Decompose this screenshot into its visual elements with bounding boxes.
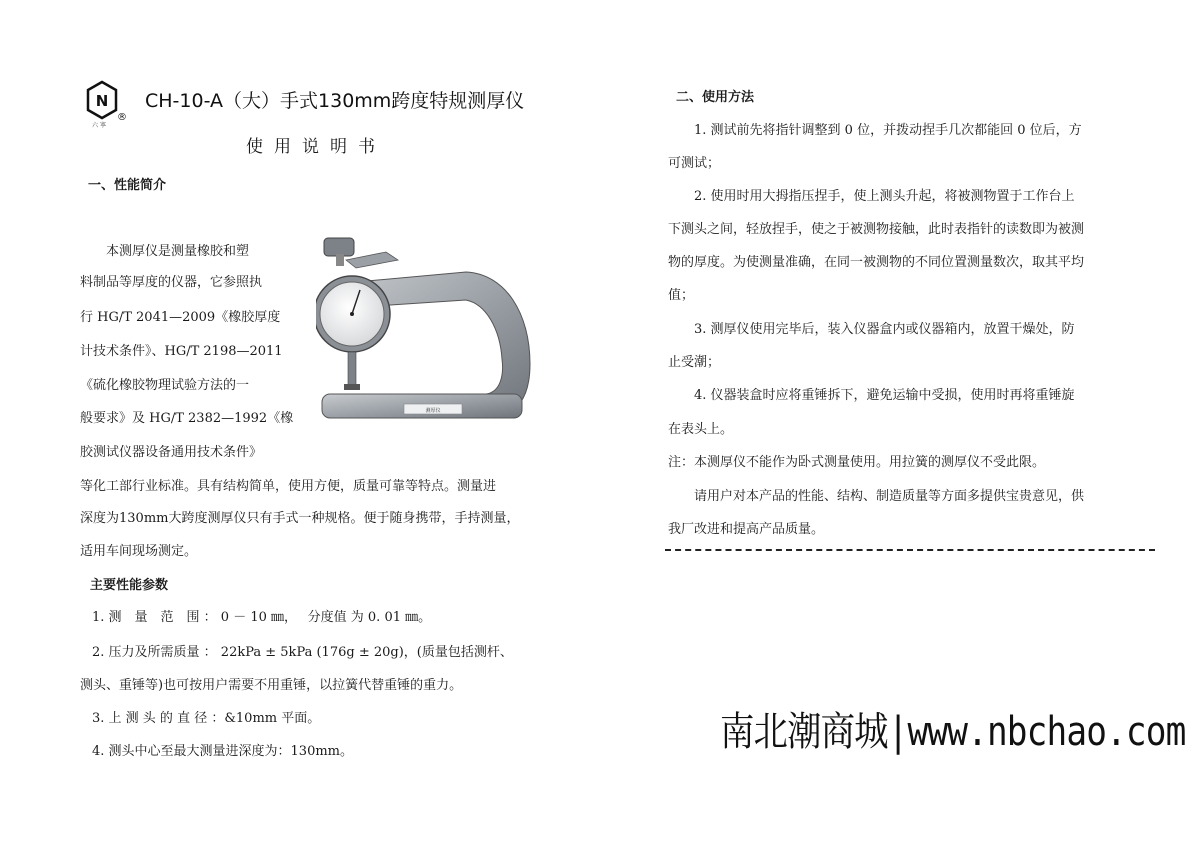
param-line: 2. 压力及所需质量 ： 22kPa ± 5kPa (176g ± 20g)，(质量包括测杆、 — [92, 645, 513, 660]
usage-line: 1. 测试前先将指针调整到 0 位，并拨动捏手几次都能回 0 位后，方 — [668, 123, 1082, 138]
intro-line: 般要求》及 HG/T 2382—1992《橡 — [80, 411, 294, 426]
usage-line: 物的厚度。为使测量准确，在同一被测物的不同位置测量数次，取其平均 — [668, 255, 1085, 270]
section1-heading: 一、性能简介 — [88, 178, 167, 193]
gauge-plate-label: 测厚仪 — [425, 408, 441, 414]
document-title: CH-10-A（大）手式130mm跨度特规测厚仪 — [145, 90, 525, 112]
site-watermark: 南北潮商城|www.nbchao.com — [720, 709, 1186, 755]
intro-line: 深度为130mm大跨度测厚仪只有手式一种规格。便于随身携带，手持测量， — [80, 511, 520, 526]
intro-line: 适用车间现场测定。 — [80, 544, 198, 559]
intro-line: 等化工部行业标准。具有结构简单，使用方便，质量可靠等特点。测量进 — [80, 479, 497, 494]
param-line: 1. 测 量 范 围 ： 0 － 10 ㎜， 分度值 为 0. 01 ㎜。 — [92, 610, 432, 625]
intro-line: 本测厚仪是测量橡胶和塑 — [80, 244, 250, 259]
param-line: 3. 上 测 头 的 直 径 ：&10mm 平面。 — [92, 711, 321, 726]
feedback-line: 请用户对本产品的性能、结构、制造质量等方面多提供宝贵意见，供 — [668, 489, 1085, 504]
usage-line: 3. 测厚仪使用完毕后，装入仪器盒内或仪器箱内，放置干燥处，防 — [668, 322, 1075, 337]
usage-line: 止受潮； — [668, 355, 721, 370]
intro-line: 计技术条件》、HG/T 2198—2011 — [80, 344, 283, 359]
brand-logo — [82, 80, 126, 130]
usage-line: 2. 使用时用大拇指压捏手，使上测头升起，将被测物置于工作台上 — [668, 189, 1075, 204]
param-line: 测头、重锤等)也可按用户需要不用重锤，以拉簧代替重锤的重力。 — [80, 678, 463, 693]
dash-divider — [665, 549, 1155, 551]
usage-line: 在表头上。 — [668, 422, 734, 437]
thickness-gauge-photo — [316, 234, 541, 430]
logo-letter: N — [95, 92, 109, 110]
document-subtitle: 使用说明书 — [246, 137, 386, 157]
feedback-line: 我厂改进和提高产品质量。 — [668, 522, 825, 537]
registered-mark: ® — [117, 112, 126, 123]
param-line: 4. 测头中心至最大测量进深度为：130mm。 — [92, 744, 354, 759]
intro-line: 料制品等厚度的仪器，它参照执 — [80, 275, 263, 290]
intro-line: 胶测试仪器设备通用技术条件》 — [80, 445, 263, 460]
intro-line: 行 HG/T 2041—2009《橡胶厚度 — [80, 310, 281, 325]
usage-line: 可测试； — [668, 156, 721, 171]
usage-line: 下测头之间，轻放捏手，使之于被测物接触，此时表指针的读数即为被测 — [668, 222, 1085, 237]
params-heading: 主要性能参数 — [90, 578, 169, 593]
logo-small-text: 六 寧 — [92, 122, 106, 129]
usage-line: 值； — [668, 288, 695, 303]
section2-heading: 二、使用方法 — [676, 90, 755, 105]
note-line: 注：本测厚仪不能作为卧式测量使用。用拉簧的测厚仪不受此限。 — [668, 455, 1046, 470]
intro-line: 《硫化橡胶物理试验方法的一 — [80, 378, 250, 393]
usage-line: 4. 仪器装盒时应将重锤拆下，避免运输中受损，使用时再将重锤旋 — [668, 388, 1075, 403]
